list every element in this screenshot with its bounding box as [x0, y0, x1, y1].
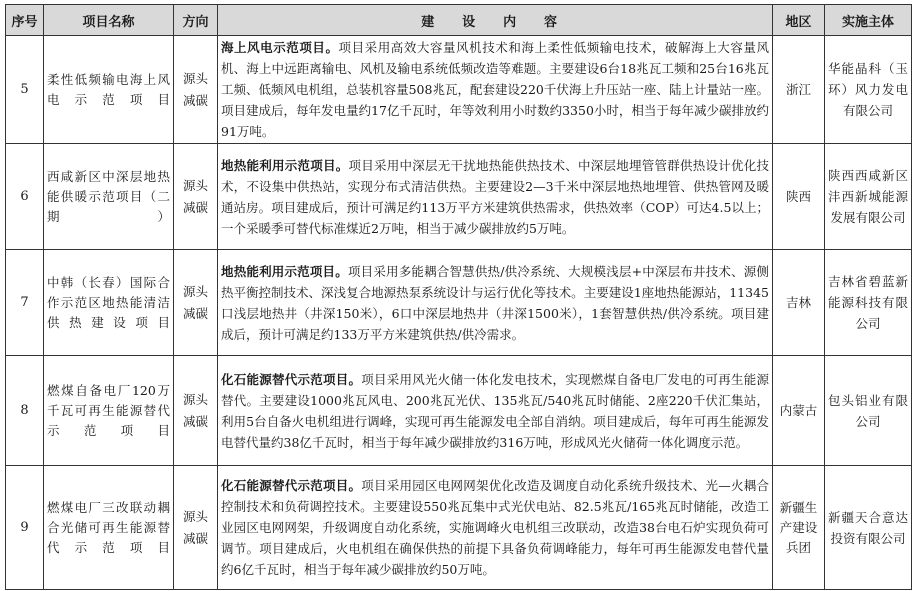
project-content — [218, 144, 773, 250]
header-content: 建 设 内 容 — [218, 5, 773, 36]
project-region: 吉林 — [773, 250, 825, 356]
content-lead: 海上风电示范项目。 — [221, 40, 339, 55]
project-name: 中韩（长春）国际合作示范区地热能清洁供热建设项目 — [44, 250, 174, 356]
content-body: 项目采用中深层无干扰地热能供热技术、中深层地埋管管群供热设计优化技术，不设集中供热站，实现分布式清洁供热。主要建设2—3千米中深层地热地埋管、供热管网及暖通站房。项目建成后，预计可满足约113万平方米建筑供热需求，供热效率（COP）可达4.5以上；一个采暖季可替代标准煤近2万吨，相当于减少碳排放约5万吨。 — [221, 157, 769, 236]
project-direction: 源头减碳 — [174, 466, 218, 590]
content-body: 项目采用高效大容量风机技术和海上柔性低频输电技术，破解海上大容量风机、海上中远距离输电、风机及输电系统低频改造等难题。主要建设6台18兆瓦工频和25台16兆瓦工频、低频风电机组，总装机容量508兆瓦，配套建设220千伏海上升压站一座、陆上计量站一座。项目建成后，每年发电量约17亿千瓦时，年等效利用小时数约3350小时，相当于每年减少碳排放约91万吨。 — [221, 40, 769, 139]
project-region: 浙江 — [773, 36, 825, 144]
header-direction: 方向 — [174, 5, 218, 36]
header-region: 地区 — [773, 5, 825, 36]
project-content — [218, 250, 773, 356]
row-number: 7 — [6, 250, 44, 356]
project-region: 新疆生产建设兵团 — [773, 466, 825, 590]
project-entity: 陕西西咸新区沣西新城能源发展有限公司 — [825, 144, 912, 250]
header-entity: 实施主体 — [825, 5, 912, 36]
row-number: 9 — [6, 466, 44, 590]
project-direction: 源头减碳 — [174, 36, 218, 144]
project-region: 内蒙古 — [773, 356, 825, 466]
project-entity: 新疆天合意达投资有限公司 — [825, 466, 912, 590]
row-number: 5 — [6, 36, 44, 144]
row-number: 6 — [6, 144, 44, 250]
content-lead: 地热能利用示范项目。 — [221, 157, 349, 173]
project-entity: 包头铝业有限公司 — [825, 356, 912, 466]
project-content — [218, 36, 773, 144]
project-name: 柔性低频输电海上风电示范项目 — [44, 36, 174, 144]
projects-table — [5, 4, 912, 590]
project-name: 燃煤自备电厂120万千瓦可再生能源替代示范项目 — [44, 356, 174, 466]
project-entity: 吉林省碧蓝新能源科技有限公司 — [825, 250, 912, 356]
row-number: 8 — [6, 356, 44, 466]
table-row — [6, 466, 912, 590]
header-name: 项目名称 — [44, 5, 174, 36]
table-header-row — [6, 5, 912, 36]
project-name: 西咸新区中深层地热能供暖示范项目（二期） — [44, 144, 174, 250]
project-direction: 源头减碳 — [174, 144, 218, 250]
content-lead: 地热能利用示范项目。 — [221, 263, 348, 279]
table-row — [6, 250, 912, 356]
project-direction: 源头减碳 — [174, 250, 218, 356]
content-body: 项目采用园区电网网架优化改造及调度自动化系统升级技术、光—火耦合控制技术和负荷调控技术。主要建设550兆瓦集中式光伏电站、82.5兆瓦/165兆瓦时储能，改造工业园区电网网架，升级调度自动化系统，实施调峰火电机组三改联动，改造38台电石炉实现负荷可调节。项目建成后，火电机组在确保供热的前提下具备负荷调峰能力，每年可再生能源发电替代量约6亿千瓦时，相当于每年减少碳排放约50万吨。 — [221, 478, 769, 577]
content-lead: 化石能源替代示范项目。 — [221, 371, 362, 387]
project-entity: 华能晶科（玉环）风力发电有限公司 — [825, 36, 912, 144]
table-row — [6, 356, 912, 466]
content-body: 项目采用风光火储一体化发电技术，实现燃煤自备电厂发电的可再生能源替代。主要建设1000兆瓦风电、200兆瓦光伏、135兆瓦/540兆瓦时储能、2座220千伏汇集站，利用5台自备火电机组进行调峰，实现可再生能源发电全部自消纳。项目建成后，每年可再生能源发电替代量约38亿千瓦时，相当于每年减少碳排放约316万吨，形成风光火储荷一体化调度示范。 — [221, 371, 769, 450]
project-region: 陕西 — [773, 144, 825, 250]
project-direction: 源头减碳 — [174, 356, 218, 466]
content-body: 项目采用多能耦合智慧供热/供冷系统、大规模浅层+中深层布井技术、源侧热平衡控制技术、深浅复合地源热泵系统设计与运行优化等技术。主要建设1座地热能源站，11345口浅层地热井（井深150米），6口中深层地热井（井深1500米），1套智慧供热/供冷系统。项目建成后，预计可满足约133万平方米建筑供热/供冷需求。 — [221, 263, 769, 342]
project-name: 燃煤电厂三改联动耦合光储可再生能源替代示范项目 — [44, 466, 174, 590]
header-no: 序号 — [6, 5, 44, 36]
content-lead: 化石能源替代示范项目。 — [221, 478, 362, 493]
project-content — [218, 466, 773, 590]
table-row — [6, 36, 912, 144]
project-content — [218, 356, 773, 466]
table-row — [6, 144, 912, 250]
